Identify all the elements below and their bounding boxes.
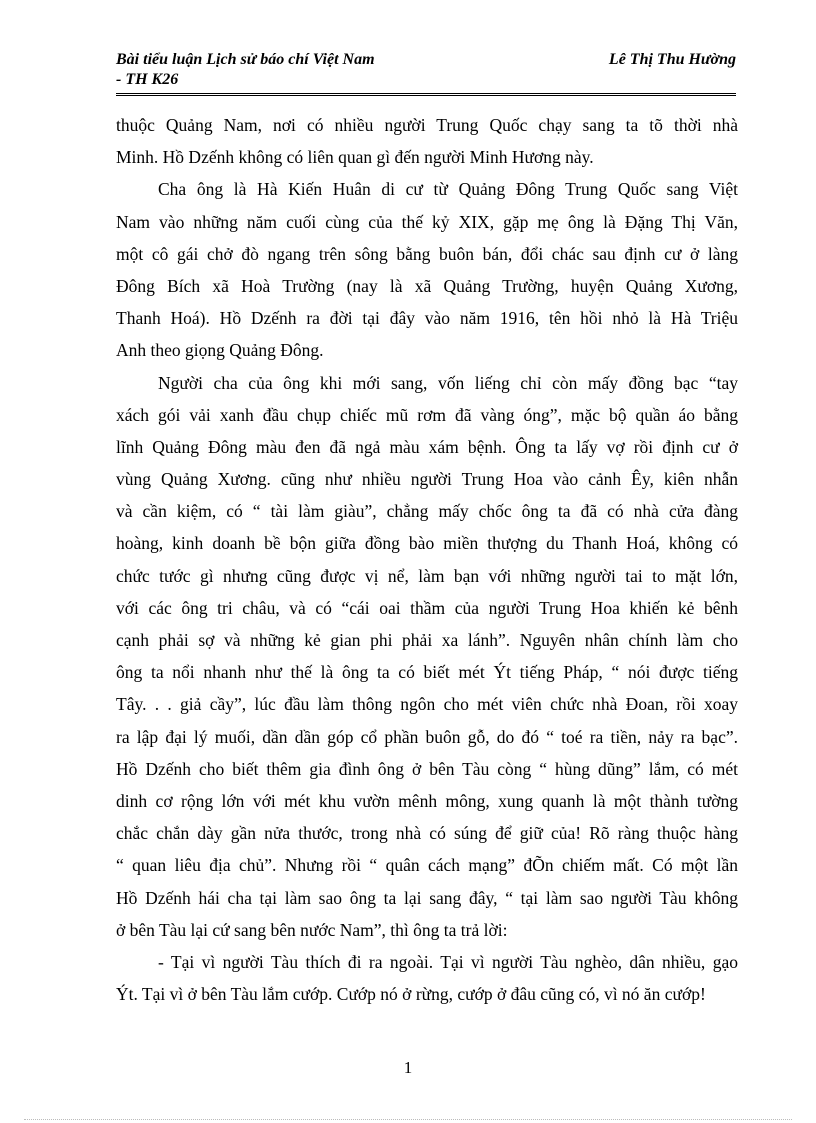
text-line: lĩnh Quảng Đông màu đen đã ngả màu xám bệnh. Ông ta lấy vợ rồi định cư ở [116,436,738,457]
text-line: Tây. . . giả cầy”, lúc đầu làm thông ngôn cho mét viên chức nhà Đoan, rồi xoay [116,694,738,715]
paragraph [116,109,738,173]
text-line: chắc chắn dày gần nửa thước, trong nhà có súng để giữ của! Rõ ràng thuộc hàng [116,823,738,844]
text-line: Ýt. Tại vì ở bên Tàu lắm cướp. Cướp nó ở rừng, cướp ở đâu cũng có, vì nó ăn cướp! [116,984,706,1005]
page-number: 1 [403,1058,413,1077]
text-line: Đông Bích xã Hoà Trường (nay là xã Quảng Trường, huyện Quảng Xương, [116,275,738,296]
text-line: chức tước gì nhưng cũng được vị nể, làm bạn với những người tai to mặt lớn, [116,565,738,586]
text-line: hoàng, kinh doanh bề bộn giữa đồng bào miền thượng du Thanh Hoá, không có [116,533,738,554]
text-line: Minh. Hồ Dzếnh không có liên quan gì đến người Minh Hương này. [116,147,594,168]
text-line: Hồ Dzếnh hái cha tại làm sao ông ta lại sang đây, “ tại làm sao người Tàu không [116,887,738,908]
text-line: cạnh phải sợ và những kẻ gian phi phải xa lánh”. Nguyên nhân chính làm cho [116,630,738,650]
text-line: xách gói vải xanh đầu chụp chiếc mũ rơm đã vàng óng”, mặc bộ quần áo bằng [116,404,738,425]
text-line: ông ta nổi nhanh như thế là ông ta có biết mét Ýt tiếng Pháp, “ nói được tiếng [116,662,738,683]
text-line: “ quan liêu địa chủ”. Nhưng rồi “ quân cách mạng” đÕn chiếm mất. Có một lần [116,855,738,876]
text-line: Người cha của ông khi mới sang, vốn liếng chỉ còn mấy đồng bạc “tay [158,372,738,393]
text-line: một cô gái chở đò ngang trên sông bằng buôn bán, đổi chác sau định cư ở làng [116,243,738,264]
text-line: Nam vào những năm cuối cùng của thế kỷ XIX, gặp mẹ ông là Đặng Thị Văn, [116,211,738,232]
text-line: dinh cơ rộng lớn với mét khu vườn mênh mông, xung quanh là một thành tường [116,790,738,811]
paragraph [116,173,738,366]
text-line: ở bên Tàu lại cứ sang bên nước Nam”, thì ông ta trả lời: [116,919,508,940]
text-line: Hồ Dzếnh cho biết thêm gia đình ông ở bên Tàu còng “ hùng dũng” lắm, có mét [116,758,738,779]
document-body [116,109,738,1010]
text-line: ra lập đại lý muối, dần dần góp cổ phần buôn gỗ, do đó “ toé ra tiền, nảy ra bạc”. [116,726,738,747]
paragraph [116,946,738,1010]
text-line: và cần kiệm, có “ tài làm giàu”, chẳng mấy chốc ông ta đã có nhà cửa đàng [116,501,738,522]
text-line: vùng Quảng Xương. cũng như nhiều người Trung Hoa vào cảnh Êy, kiên nhẫn [116,469,738,490]
text-line: Cha ông là Hà Kiến Huân di cư từ Quảng Đông Trung Quốc sang Việt [158,179,738,200]
header-divider [116,93,736,96]
header-author: Lê Thị Thu Hường [608,51,736,68]
header-title: Bài tiểu luận Lịch sử báo chí Việt Nam [116,51,375,68]
text-line: với các ông tri châu, và có “cái oai thầm của người Trung Hoa khiến kẻ bênh [116,597,738,618]
footer-divider [24,1119,792,1120]
paragraph [116,367,738,946]
header-class: - TH K26 [116,71,179,88]
text-line: - Tại vì người Tàu thích đi ra ngoài. Tại vì người Tàu nghèo, dân nhiều, gạo [158,951,738,972]
text-line: Thanh Hoá). Hồ Dzếnh ra đời tại đây vào năm 1916, tên hồi nhỏ là Hà Triệu [116,308,738,329]
text-line: Anh theo giọng Quảng Đông. [116,340,324,361]
text-line: thuộc Quảng Nam, nơi có nhiều người Trung Quốc chạy sang ta tõ thời nhà [116,115,738,135]
